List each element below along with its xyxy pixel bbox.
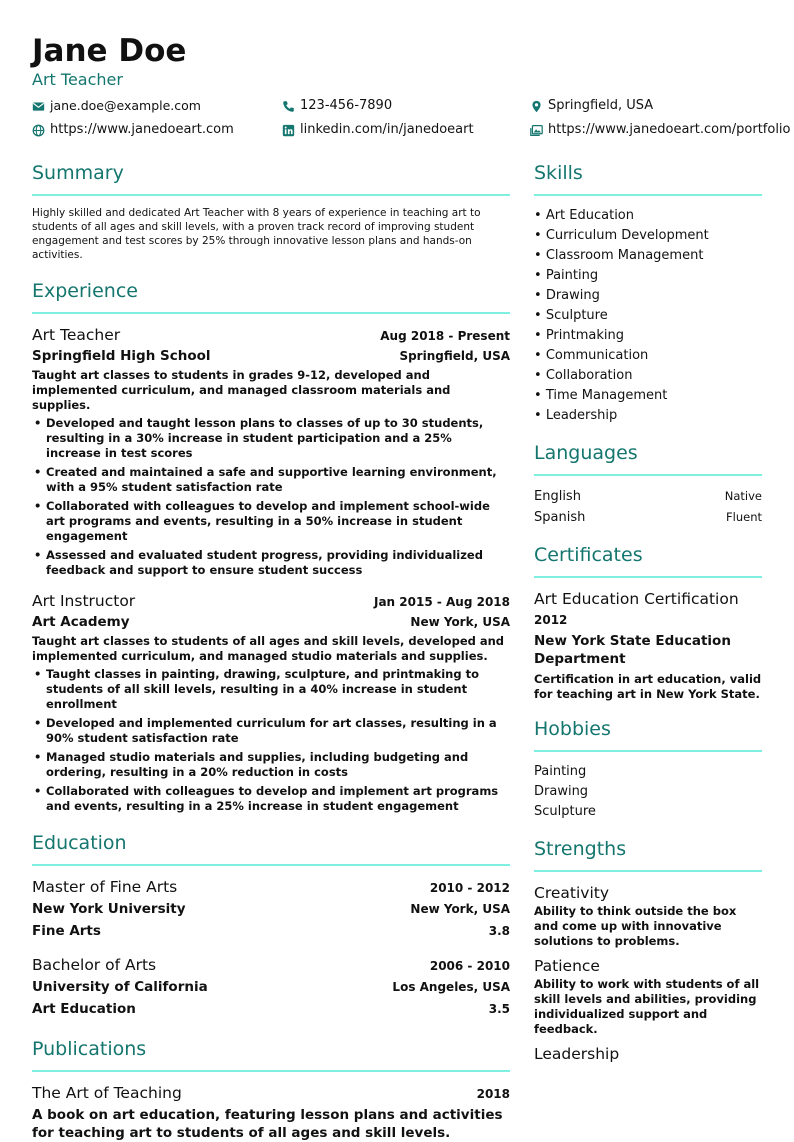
resume-name: Jane Doe <box>32 33 187 69</box>
skill-label: Printmaking <box>545 328 624 343</box>
languages-section <box>534 440 762 528</box>
education-section <box>32 830 510 1020</box>
education-date: 2006 - 2010 <box>429 959 510 973</box>
left-column <box>32 160 510 1142</box>
contact-website-text: https://www.janedoeart.com <box>50 122 234 137</box>
resume-role: Art Teacher <box>32 70 123 89</box>
job-bullet: • Assessed and evaluated student progress, providing individualized feedback and support to ensure student success <box>32 548 510 578</box>
summary-heading: Summary <box>32 162 124 184</box>
certificate-title: Art Education Certification <box>534 590 739 608</box>
right-column <box>534 160 762 1065</box>
contact-portfolio-text: https://www.janedoeart.com/portfolio <box>548 122 791 137</box>
contact-phone[interactable] <box>282 98 392 114</box>
summary-section <box>32 160 510 262</box>
certificate-year: 2012 <box>534 613 568 627</box>
job-company: Springfield High School <box>32 348 211 364</box>
skills-list <box>534 206 762 426</box>
skill-label: Leadership <box>545 408 618 423</box>
skill-item: • Classroom Management <box>534 248 704 263</box>
skill-item: • Painting <box>534 268 599 283</box>
skill-label: Classroom Management <box>545 248 704 263</box>
education-gpa: 3.8 <box>488 924 510 938</box>
skill-label: Painting <box>545 268 599 283</box>
job-bullet: • Managed studio materials and supplies, including budgeting and ordering, resulting in a 20% reduction in costs <box>32 750 510 780</box>
skill-item: • Curriculum Development <box>534 228 709 243</box>
map-pin-icon <box>530 100 543 113</box>
skill-label: Drawing <box>545 288 600 303</box>
strength-title: Creativity <box>534 884 610 902</box>
education-entry <box>32 876 510 942</box>
phone-icon <box>282 100 295 113</box>
skill-item: • Printmaking <box>534 328 624 343</box>
job-title: Art Instructor <box>32 592 136 610</box>
job-bullet: • Created and maintained a safe and supportive learning environment, with a 95% student satisfaction rate <box>32 465 510 495</box>
summary-text: Highly skilled and dedicated Art Teacher with 8 years of experience in teaching art to students of all ages and skill levels, with a proven track record of improving student engagement and test scores by 25% through innovative lesson plans and hands-on activities. <box>32 207 481 261</box>
skill-label: Collaboration <box>545 368 633 383</box>
language-row <box>534 507 762 528</box>
experience-section <box>32 278 510 814</box>
education-date: 2010 - 2012 <box>429 881 510 895</box>
hobby-item: Drawing <box>534 784 589 799</box>
education-degree: Master of Fine Arts <box>32 878 178 896</box>
contact-portfolio[interactable] <box>530 122 791 138</box>
language-level: Native <box>724 489 762 503</box>
language-name: English <box>534 489 581 504</box>
skill-item: • Sculpture <box>534 308 608 323</box>
section-divider <box>32 864 510 866</box>
job-description: Taught art classes to students of all ages and skill levels, developed and implemented curriculum, and managed studio materials and supplies. <box>32 634 505 663</box>
skill-label: Sculpture <box>545 308 608 323</box>
education-location: Los Angeles, USA <box>392 980 510 994</box>
education-heading: Education <box>32 832 127 854</box>
strengths-section <box>534 836 762 1065</box>
job-bullet: • Taught classes in painting, drawing, sculpture, and printmaking to students of all skill levels, resulting in a 40% increase in student enrollment <box>32 667 510 712</box>
certificates-heading: Certificates <box>534 544 643 566</box>
job-description: Taught art classes to students in grades 9-12, developed and implemented curriculum, and managed classroom materials and supplies. <box>32 368 451 412</box>
skills-heading: Skills <box>534 162 583 184</box>
skill-label: Communication <box>545 348 649 363</box>
experience-entry <box>32 590 510 814</box>
publication-year: 2018 <box>476 1087 510 1101</box>
language-row <box>534 486 762 507</box>
education-school: New York University <box>32 901 186 917</box>
job-bullet: • Developed and taught lesson plans to classes of up to 30 students, resulting in a 30% increase in student participation and a 25% increase in test scores <box>32 416 510 461</box>
job-location: New York, USA <box>410 615 510 629</box>
skills-section <box>534 160 762 426</box>
strength-description: Ability to think outside the box and come up with innovative solutions to problems. <box>534 904 737 948</box>
skill-item: • Time Management <box>534 388 668 403</box>
strength-title: Patience <box>534 957 600 975</box>
skill-item: • Communication <box>534 348 649 363</box>
hobby-item: Painting <box>534 764 587 779</box>
contact-phone-text: 123-456-7890 <box>300 98 393 113</box>
contact-website[interactable] <box>32 122 234 138</box>
publication-description: A book on art education, featuring lesson plans and activities for teaching art to students of all ages and skill levels. <box>32 1107 503 1141</box>
certificate-description: Certification in art education, valid for teaching art in New York State. <box>534 672 762 701</box>
section-divider <box>534 750 762 752</box>
strengths-heading: Strengths <box>534 838 627 860</box>
contact-location <box>530 98 653 114</box>
skill-item: • Leadership <box>534 408 618 423</box>
linkedin-icon <box>282 124 295 137</box>
skill-label: Curriculum Development <box>545 228 709 243</box>
experience-heading: Experience <box>32 280 138 302</box>
publications-section <box>32 1036 510 1142</box>
section-divider <box>534 870 762 872</box>
contact-linkedin[interactable] <box>282 122 474 138</box>
education-entry <box>32 954 510 1020</box>
contact-linkedin-text: linkedin.com/in/janedoeart <box>300 122 474 137</box>
certificate-org: New York State Education Department <box>534 633 731 667</box>
section-divider <box>32 312 510 314</box>
globe-icon <box>32 124 45 137</box>
section-divider <box>32 194 510 196</box>
education-field: Fine Arts <box>32 923 101 939</box>
certificates-section <box>534 542 762 702</box>
hobbies-section <box>534 716 762 822</box>
section-divider <box>534 474 762 476</box>
skill-label: Time Management <box>545 388 668 403</box>
skill-item: • Art Education <box>534 208 635 223</box>
job-bullet: • Developed and implemented curriculum for art classes, resulting in a 90% student satisfaction rate <box>32 716 510 746</box>
publication-title: The Art of Teaching <box>32 1084 182 1102</box>
languages-heading: Languages <box>534 442 638 464</box>
hobby-item: Sculpture <box>534 804 596 819</box>
portfolio-icon <box>530 124 543 137</box>
education-gpa: 3.5 <box>488 1002 510 1016</box>
language-level: Fluent <box>726 510 762 524</box>
job-title: Art Teacher <box>32 326 121 344</box>
hobbies-heading: Hobbies <box>534 718 611 740</box>
skill-item: • Collaboration <box>534 368 633 383</box>
section-divider <box>534 576 762 578</box>
education-field: Art Education <box>32 1001 136 1017</box>
experience-entry <box>32 324 510 578</box>
contact-email[interactable] <box>32 98 201 114</box>
job-bullet: • Collaborated with colleagues to develop and implement school-wide art programs and events, resulting in a 50% increase in student engagement <box>32 499 510 544</box>
language-name: Spanish <box>534 510 586 525</box>
education-school: University of California <box>32 979 208 995</box>
job-bullet: • Collaborated with colleagues to develop and implement art programs and events, resulting in a 25% increase in student engagement <box>32 784 510 814</box>
skill-label: Art Education <box>545 208 635 223</box>
job-company: Art Academy <box>32 614 130 630</box>
job-date: Jan 2015 - Aug 2018 <box>373 595 510 609</box>
contact-location-text: Springfield, USA <box>548 98 654 113</box>
email-icon <box>32 100 45 113</box>
publications-heading: Publications <box>32 1038 147 1060</box>
section-divider <box>534 194 762 196</box>
skill-item: • Drawing <box>534 288 600 303</box>
contact-email-text: jane.doe@example.com <box>50 98 201 113</box>
education-location: New York, USA <box>410 902 510 916</box>
job-date: Aug 2018 - Present <box>380 329 510 343</box>
education-degree: Bachelor of Arts <box>32 956 157 974</box>
section-divider <box>32 1070 510 1072</box>
strength-description: Ability to work with students of all skill levels and abilities, providing individualized support and feedback. <box>534 977 760 1036</box>
job-bullets <box>32 416 510 578</box>
job-bullets <box>32 667 510 814</box>
strength-title: Leadership <box>534 1045 620 1063</box>
job-location: Springfield, USA <box>399 349 510 363</box>
